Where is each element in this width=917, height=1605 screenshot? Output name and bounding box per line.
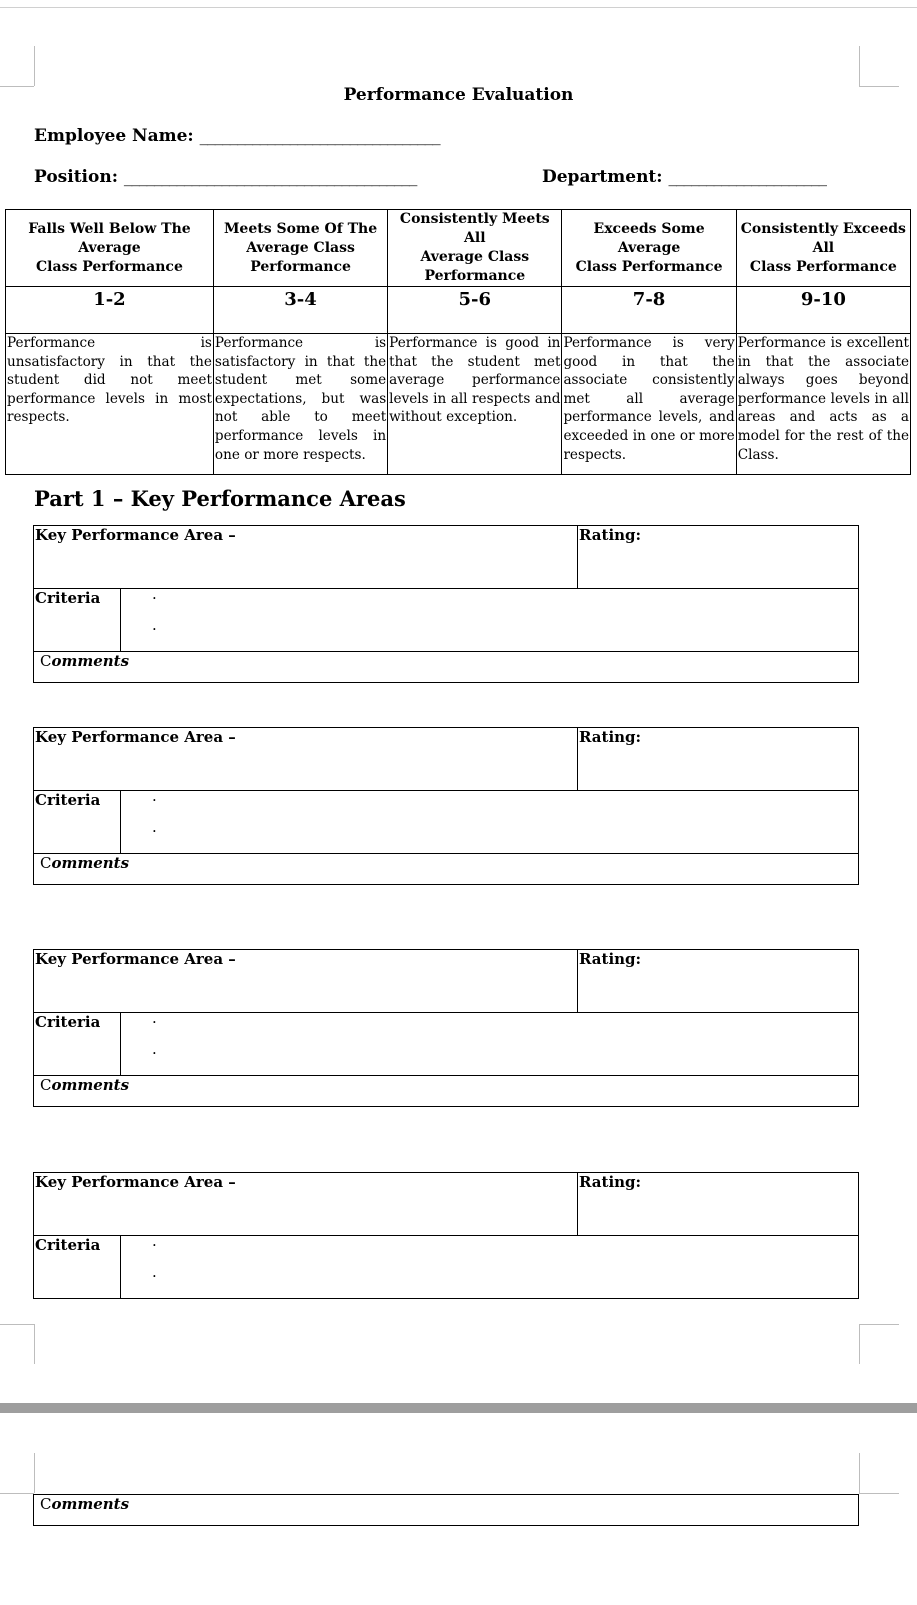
criteria-bullet: ·: [152, 791, 157, 809]
kpa-block: [33, 727, 859, 885]
scale-description: Performance is satisfactory in that the student met some expectations, but was not able to meet performance levels in one or more respects.: [213, 334, 387, 475]
scale-range: 1-2: [6, 287, 214, 334]
kpa-label: Key Performance Area –: [35, 1173, 236, 1191]
scale-heading: Exceeds Some Average Class Performance: [562, 210, 736, 287]
crop-mark: [34, 1324, 35, 1364]
department-field[interactable]: [542, 167, 826, 187]
crop-mark: [859, 1324, 860, 1364]
scale-heading: Meets Some Of The Average Class Performance: [213, 210, 387, 287]
employee-name-blank[interactable]: ________________________________: [199, 126, 440, 146]
rating-label: Rating:: [579, 950, 642, 968]
criteria-bullet: ·: [152, 1267, 157, 1285]
scale-description: Performance is very good in that the associate consistently met all average performance levels, and exceeded in one or more respects.: [562, 334, 736, 475]
kpa-title-cell[interactable]: [34, 526, 578, 589]
kpa-title-cell[interactable]: [34, 950, 578, 1013]
crop-mark: [859, 1324, 899, 1325]
comments-label: omments: [51, 1076, 130, 1094]
employee-name-label: Employee Name:: [34, 126, 194, 146]
rating-label: Rating:: [579, 1173, 642, 1191]
department-label: Department:: [542, 167, 663, 187]
kpa-title-cell[interactable]: [34, 1173, 578, 1236]
crop-mark: [859, 1493, 899, 1494]
kpa-title-cell[interactable]: [34, 728, 578, 791]
scale-description: Performance is unsatisfactory in that the student did not meet performance levels in most respects.: [6, 334, 214, 475]
crop-mark: [859, 1453, 860, 1493]
criteria-label: Criteria: [34, 791, 121, 854]
scale-range: 9-10: [736, 287, 910, 334]
kpa-label: Key Performance Area –: [35, 950, 236, 968]
crop-mark: [0, 1493, 34, 1494]
employee-name-field[interactable]: [34, 126, 440, 146]
kpa-rating-cell[interactable]: [578, 728, 859, 791]
scale-heading: Falls Well Below The Average Class Performance: [6, 210, 214, 287]
crop-mark: [0, 1324, 34, 1325]
department-blank[interactable]: _____________________: [668, 167, 826, 187]
position-field[interactable]: [34, 167, 416, 187]
scale-range: 5-6: [388, 287, 562, 334]
rating-label: Rating:: [579, 526, 642, 544]
comments-label: omments: [51, 652, 130, 670]
comments-label: omments: [51, 854, 130, 872]
comments-label: omments: [51, 1495, 130, 1513]
position-blank[interactable]: _______________________________________: [123, 167, 417, 187]
page-separator: [0, 1403, 917, 1413]
comments-cell[interactable]: Comments: [34, 1076, 859, 1107]
scale-description: Performance is excellent in that the associate always goes beyond performance levels in all areas and acts as a model for the rest of the Class.: [736, 334, 910, 475]
kpa-block: [33, 949, 859, 1107]
criteria-bullet: ·: [152, 1236, 157, 1254]
criteria-cell[interactable]: [121, 589, 859, 652]
criteria-cell[interactable]: [121, 1236, 859, 1299]
criteria-bullet: ·: [152, 1013, 157, 1031]
page-top-rule: [0, 7, 917, 8]
scale-description: Performance is good in that the student met average performance levels in all respects and without exception.: [388, 334, 562, 475]
kpa-rating-cell[interactable]: [578, 1173, 859, 1236]
comments-cell[interactable]: Comments: [34, 854, 859, 885]
kpa-label: Key Performance Area –: [35, 728, 236, 746]
comments-cell[interactable]: Comments: [34, 1495, 859, 1526]
part1-heading: Part 1 – Key Performance Areas: [34, 486, 406, 511]
rating-scale-table: [5, 209, 911, 475]
scale-range: 3-4: [213, 287, 387, 334]
scale-range: 7-8: [562, 287, 736, 334]
kpa-block: [33, 525, 859, 683]
kpa-block: [33, 1172, 859, 1299]
kpa-label: Key Performance Area –: [35, 526, 236, 544]
criteria-label: Criteria: [34, 1013, 121, 1076]
criteria-cell[interactable]: [121, 791, 859, 854]
rating-label: Rating:: [579, 728, 642, 746]
criteria-bullet: ·: [152, 1044, 157, 1062]
crop-mark: [859, 46, 860, 86]
criteria-cell[interactable]: [121, 1013, 859, 1076]
scale-heading: Consistently Exceeds All Class Performance: [736, 210, 910, 287]
kpa-rating-cell[interactable]: [578, 526, 859, 589]
crop-mark: [34, 46, 35, 86]
criteria-bullet: ·: [152, 822, 157, 840]
kpa-block-continued: [33, 1494, 859, 1526]
position-label: Position:: [34, 167, 118, 187]
crop-mark: [34, 1453, 35, 1493]
comments-cell[interactable]: Comments: [34, 652, 859, 683]
criteria-label: Criteria: [34, 589, 121, 652]
page-title: Performance Evaluation: [343, 85, 574, 105]
criteria-label: Criteria: [34, 1236, 121, 1299]
kpa-rating-cell[interactable]: [578, 950, 859, 1013]
criteria-bullet: ·: [152, 620, 157, 638]
criteria-bullet: ·: [152, 589, 157, 607]
scale-heading: Consistently Meets All Average Class Performance: [388, 210, 562, 287]
